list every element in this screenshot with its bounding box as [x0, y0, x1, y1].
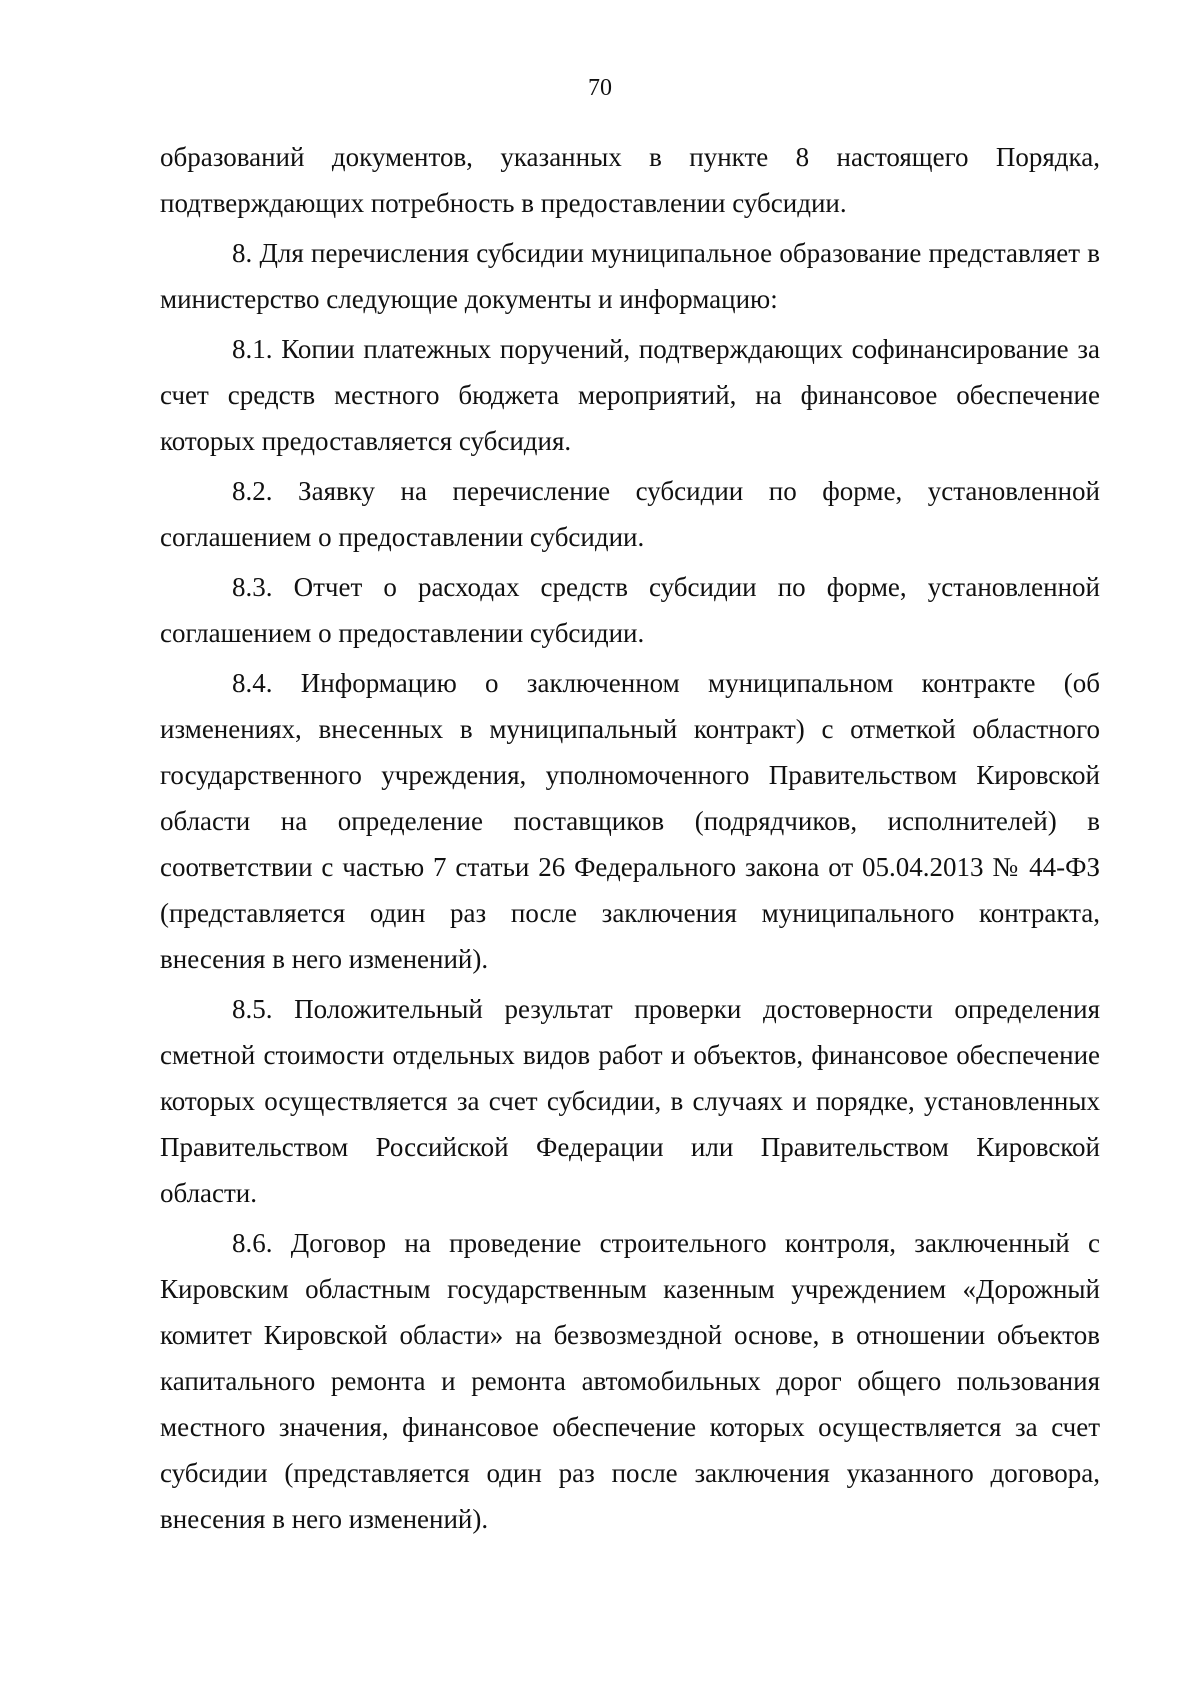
paragraph-8-5: 8.5. Положительный результат проверки достоверности определения сметной стоимости отдельных видов работ и объектов, финансовое обеспечение которых осуществляется за счет субсидии, в случаях и порядке, установленных Правительством Российской Федерации или Правительством Кировской области. [160, 994, 1100, 1208]
paragraph-8-3: 8.3. Отчет о расходах средств субсидии по форме, установленной соглашением о предоставлении субсидии. [160, 572, 1100, 648]
paragraph-8: 8. Для перечисления субсидии муниципальное образование представляет в министерство следующие документы и информацию: [160, 238, 1100, 314]
page-number: 70 [588, 75, 612, 101]
paragraph-8-4: 8.4. Информацию о заключенном муниципальном контракте (об изменениях, внесенных в муниципальный контракт) с отметкой областного государственного учреждения, уполномоченного Правительством Кировской области на определение поставщиков (подрядчиков, исполнителей) в соответствии с частью 7 статьи 26 Федерального закона от 05.04.2013 № 44-ФЗ (представляется один раз после заключения муниципального контракта, внесения в него изменений). [160, 668, 1100, 974]
paragraph-8-1: 8.1. Копии платежных поручений, подтверждающих софинансирование за счет средств местного бюджета мероприятий, на финансовое обеспечение которых предоставляется субсидия. [160, 334, 1100, 456]
paragraph-8-6: 8.6. Договор на проведение строительного контроля, заключенный с Кировским областным государственным казенным учреждением «Дорожный комитет Кировской области» на безвозмездной основе, в отношении объектов капитального ремонта и ремонта автомобильных дорог общего пользования местного значения, финансовое обеспечение которых осуществляется за счет субсидии (представляется один раз после заключения указанного договора, внесения в него изменений). [160, 1228, 1100, 1534]
document-body [160, 134, 1100, 1546]
paragraph-continuation: образований документов, указанных в пункте 8 настоящего Порядка, подтверждающих потребность в предоставлении субсидии. [160, 142, 1100, 218]
paragraph-8-2: 8.2. Заявку на перечисление субсидии по форме, установленной соглашением о предоставлении субсидии. [160, 476, 1100, 552]
